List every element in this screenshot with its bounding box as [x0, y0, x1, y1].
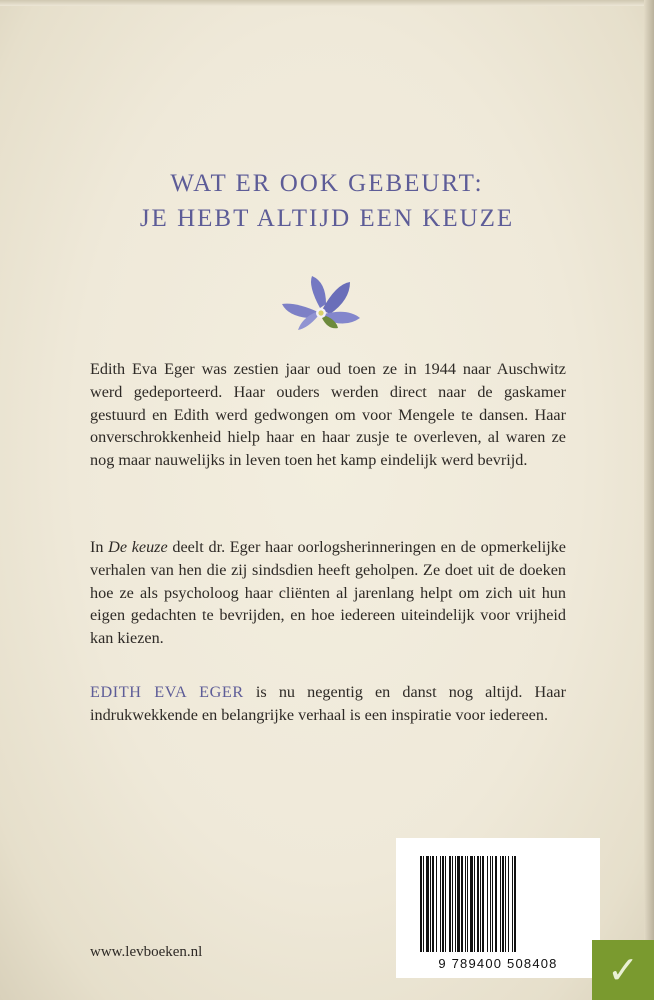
headline-line-2: JE HEBT ALTIJD EEN KEUZE	[139, 205, 515, 232]
description-paragraph-1: Edith Eva Eger was zestien jaar oud toen ze in 1944 naar Auschwitz werd gedeporteerd. Haar ouders werden direct naar de gaskamer gestuurd en Edith werd gedwongen om voor Mengele te dansen. Haar onverschrokkenheid hielp haar en haar zusje te overleven, al waren ze nog maar nauwelijks in leven toen het kamp eindelijk werd bevrijd.	[90, 360, 566, 470]
paragraph-2-intro: In	[90, 538, 109, 556]
barcode-bar	[449, 856, 451, 952]
barcode-bar	[426, 856, 429, 952]
barcode	[418, 856, 580, 952]
barcode-bar	[490, 856, 491, 952]
barcode-bar	[502, 856, 504, 952]
isbn-number: 9 789400 508408	[438, 956, 558, 971]
barcode-bar	[455, 856, 456, 952]
barcode-bar	[467, 856, 468, 952]
barcode-bar	[487, 856, 488, 952]
barcode-bar	[514, 856, 516, 952]
book-title: De keuze	[108, 538, 168, 556]
barcode-bar	[495, 856, 497, 952]
barcode-bar	[420, 856, 422, 952]
barcode-bar	[482, 856, 484, 952]
barcode-bar	[452, 856, 453, 952]
barcode-bar	[442, 856, 444, 952]
paragraph-2-body: deelt dr. Eger haar oorlogsherinneringen en de opmerkelijke verhalen van hen die zij sindsdien heeft geholpen. Ze doet uit de doeken hoe ze als psycholoog haar cliënten al jarenlang helpt om zich uit hun eigen gedachten te bevrijden, en hoe iedereen uiteindelijk voor vrijheid kan kiezen.	[90, 538, 566, 648]
lastdodo-badge	[592, 940, 654, 1000]
barcode-bar	[474, 856, 475, 952]
author-paragraph-body: is nu negentig en danst nog altijd. Haar indrukwekkende en belangrijke verhaal is een inspiratie voor iedereen.	[90, 683, 567, 724]
publisher-website: www.levboeken.nl	[90, 944, 203, 960]
barcode-bar	[436, 856, 437, 952]
barcode-bar	[470, 856, 473, 952]
cover-right-edge	[644, 0, 654, 1000]
barcode-bar	[508, 856, 509, 952]
barcode-bar	[430, 856, 431, 952]
barcode-bar	[512, 856, 513, 952]
barcode-bar	[445, 856, 446, 952]
barcode-bar	[477, 856, 479, 952]
barcode-bar	[457, 856, 460, 952]
description-paragraph-2	[90, 536, 566, 650]
headline-line-1: WAT ER OOK GEBEURT:	[170, 170, 484, 197]
barcode-bar	[465, 856, 466, 952]
author-name: EDITH EVA EGER	[90, 683, 244, 701]
barcode-bar	[500, 856, 501, 952]
barcode-bar	[440, 856, 441, 952]
lastdodo-logo-icon: ✓	[607, 948, 639, 992]
barcode-bar	[423, 856, 424, 952]
barcode-panel	[396, 838, 600, 978]
cover-top-edge	[0, 0, 654, 6]
barcode-bar	[432, 856, 434, 952]
blue-flower-icon	[278, 272, 364, 334]
barcode-bar	[492, 856, 493, 952]
author-paragraph	[90, 681, 566, 727]
barcode-bar	[505, 856, 506, 952]
barcode-bar	[461, 856, 463, 952]
barcode-bar	[480, 856, 481, 952]
